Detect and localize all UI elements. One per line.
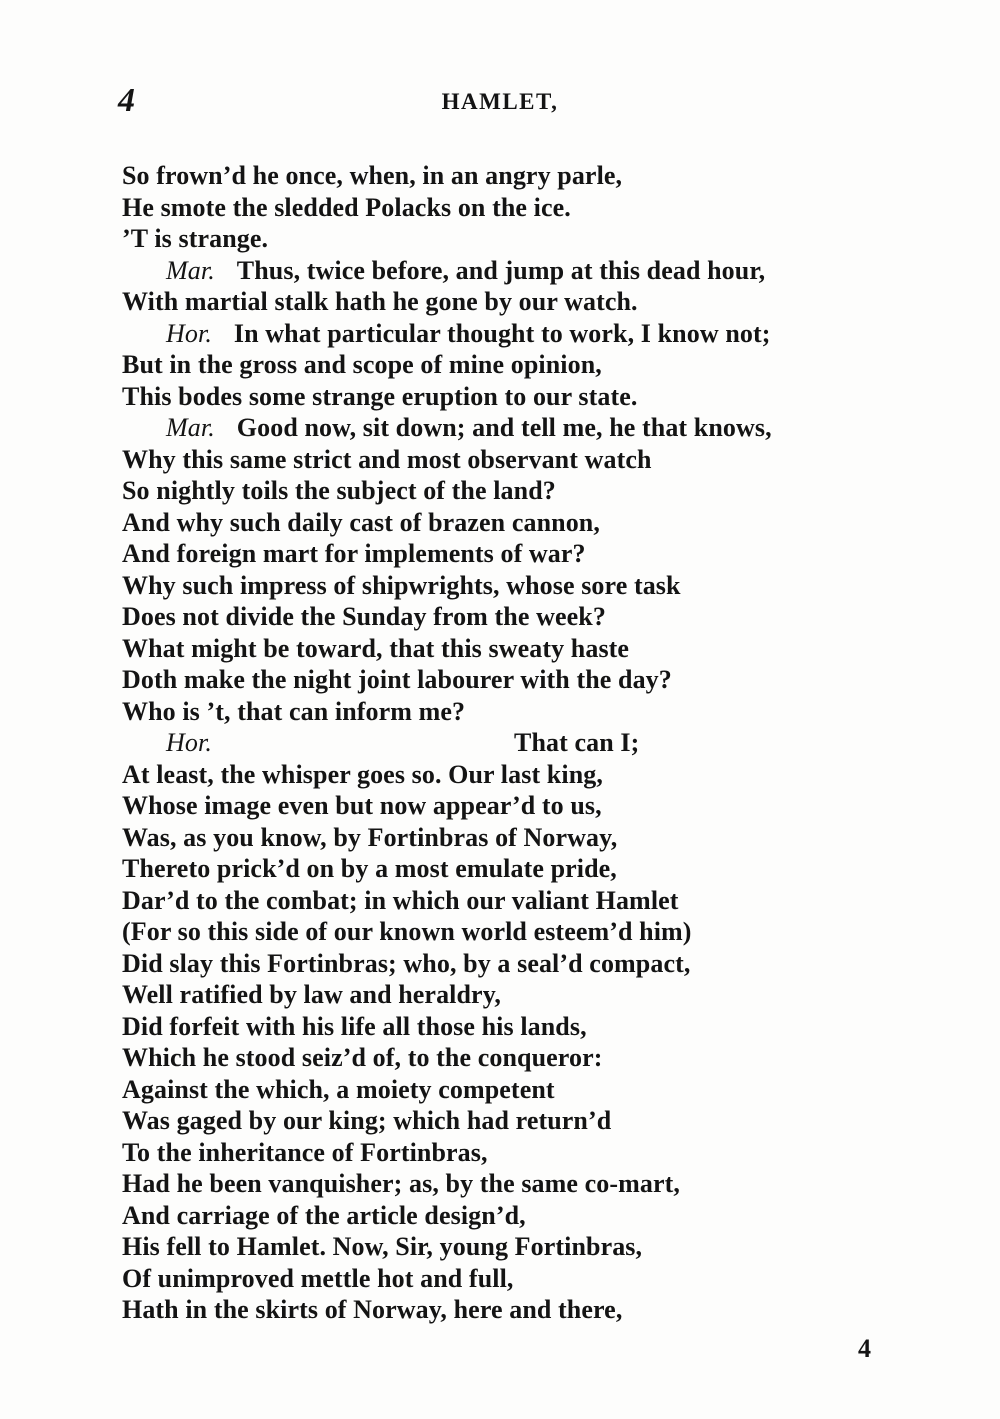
line-text: (For so this side of our known world esteem’d him) [122, 917, 692, 946]
line-text: Does not divide the Sunday from the week? [122, 602, 606, 631]
verse-line [122, 349, 882, 381]
page-number: 4 [118, 82, 135, 119]
line-text: Good now, sit down; and tell me, he that knows, [236, 413, 772, 442]
line-text: At least, the whisper goes so. Our last king, [122, 759, 603, 789]
verse-line [122, 1011, 882, 1043]
line-text: Did forfeit with his life all those his lands, [122, 1011, 587, 1041]
line-text: And carriage of the article design’d, [122, 1200, 526, 1230]
verse-line [122, 853, 882, 885]
verse-line [122, 696, 882, 728]
line-text: To the inheritance of Fortinbras, [122, 1137, 488, 1167]
line-text: He smote the sledded Polacks on the ice. [122, 192, 571, 222]
running-head: HAMLET, [441, 89, 559, 114]
verse-line [122, 1168, 882, 1200]
verse-line [122, 885, 882, 917]
line-text: Well ratified by law and heraldry, [122, 980, 501, 1009]
line-text: So nightly toils the subject of the land? [122, 476, 556, 505]
verse-line [122, 192, 882, 224]
play-text [122, 160, 882, 1326]
verse-line [122, 223, 882, 255]
verse-line [122, 979, 882, 1011]
line-text: ’T is strange. [122, 224, 269, 253]
speaker-name: Hor. [166, 318, 212, 348]
verse-line [122, 1074, 882, 1106]
line-text: Thereto prick’d on by a most emulate pride, [122, 854, 617, 883]
verse-line [122, 507, 882, 539]
speech-line [122, 727, 882, 759]
line-text: Who is ’t, that can inform me? [122, 696, 466, 726]
verse-line [122, 444, 882, 476]
speaker-name: Mar. [166, 255, 215, 285]
verse-line [122, 759, 882, 791]
verse-line [122, 1042, 882, 1074]
speaker-name: Mar. [166, 413, 215, 442]
line-text: What might be toward, that this sweaty haste [122, 633, 630, 663]
verse-line [122, 601, 882, 633]
line-text: Whose image even but now appear’d to us, [122, 791, 602, 820]
line-text: Dar’d to the combat; in which our valiant Hamlet [122, 885, 679, 915]
verse-line [122, 664, 882, 696]
line-text: Had he been vanquisher; as, by the same co-mart, [122, 1169, 681, 1198]
line-text: His fell to Hamlet. Now, Sir, young Fortinbras, [122, 1232, 643, 1261]
line-text: Doth make the night joint labourer with the day? [122, 665, 672, 694]
line-text: Did slay this Fortinbras; who, by a seal’d compact, [122, 948, 691, 978]
speech-line [122, 318, 882, 350]
line-text: Of unimproved mettle hot and full, [122, 1263, 514, 1293]
verse-line [122, 1137, 882, 1169]
verse-line [122, 822, 882, 854]
line-text: This bodes some strange eruption to our state. [122, 381, 638, 411]
verse-line [122, 1294, 882, 1326]
line-text: Against the which, a moiety competent [122, 1074, 555, 1104]
verse-line [122, 633, 882, 665]
verse-line [122, 538, 882, 570]
verse-line [122, 381, 882, 413]
speech-line [122, 412, 882, 444]
verse-line [122, 286, 882, 318]
speech-line [122, 255, 882, 287]
verse-line [122, 1263, 882, 1295]
line-text: That can I; [514, 728, 640, 757]
line-text: But in the gross and scope of mine opinion, [122, 350, 602, 379]
line-text: Hath in the skirts of Norway, here and there, [122, 1295, 623, 1324]
verse-line [122, 475, 882, 507]
line-text: Which he stood seiz’d of, to the conqueror: [122, 1043, 603, 1072]
verse-line [122, 790, 882, 822]
line-text: And foreign mart for implements of war? [122, 539, 586, 568]
verse-line [122, 570, 882, 602]
verse-line [122, 160, 882, 192]
line-text: Thus, twice before, and jump at this dead hour, [236, 255, 766, 285]
line-text: In what particular thought to work, I know not; [233, 318, 771, 348]
line-text: Why this same strict and most observant watch [122, 444, 652, 474]
line-text: Was gaged by our king; which had return’d [122, 1106, 612, 1135]
verse-line [122, 1231, 882, 1263]
verse-line [122, 916, 882, 948]
line-text: Why such impress of shipwrights, whose sore task [122, 570, 681, 600]
verse-line [122, 1105, 882, 1137]
signature-mark: 4 [858, 1334, 871, 1363]
line-text: So frown’d he once, when, in an angry parle, [122, 161, 623, 190]
line-text: Was, as you know, by Fortinbras of Norway, [122, 822, 618, 852]
line-text: And why such daily cast of brazen cannon, [122, 507, 600, 537]
verse-line [122, 948, 882, 980]
speaker-name: Hor. [166, 728, 212, 757]
line-text: With martial stalk hath he gone by our watch. [122, 287, 638, 316]
verse-line [122, 1200, 882, 1232]
